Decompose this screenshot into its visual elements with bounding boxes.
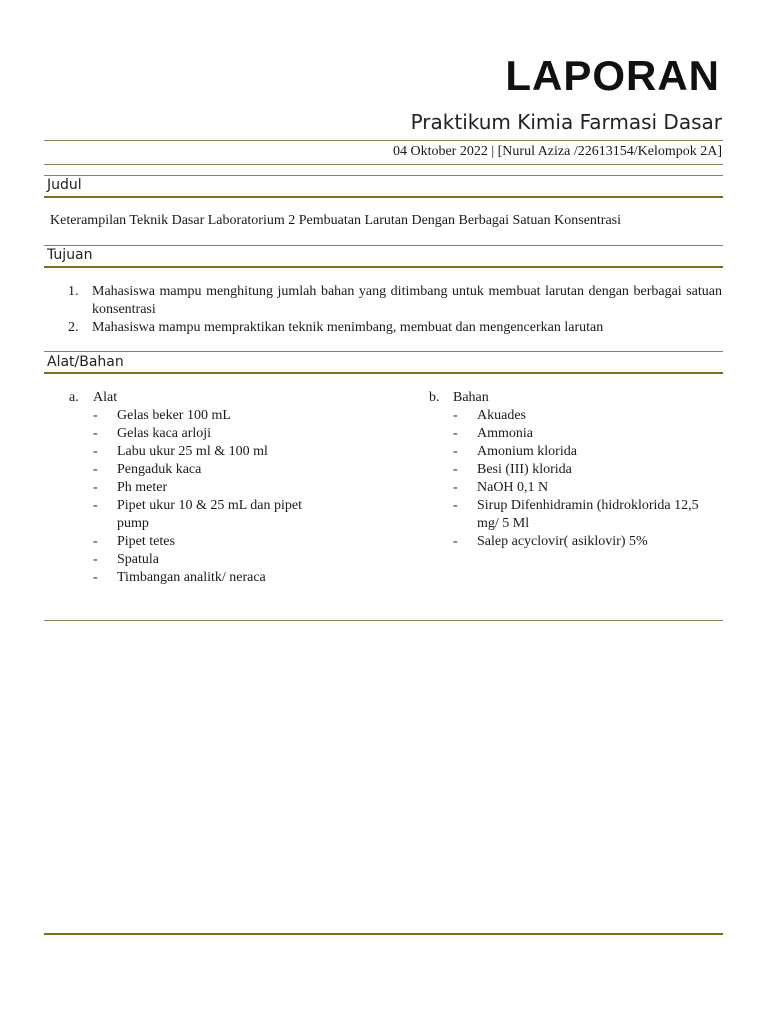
list-item: - Pipet tetes [93, 534, 175, 549]
alat-heading [69, 389, 331, 407]
tujuan-top-rule [44, 245, 723, 246]
list-item: - Gelas kaca arloji [93, 426, 212, 441]
tujuan-bottom-rule [44, 266, 723, 268]
item-number: 2. [68, 320, 79, 335]
list-item: - Timbangan analitk/ neraca [93, 570, 266, 585]
item-text: Mahasiswa mampu mempraktikan teknik menimbang, membuat dan mengencerkan larutan [92, 320, 604, 335]
tujuan-list [68, 283, 722, 337]
bahan-heading [429, 389, 711, 407]
judul-top-rule [44, 175, 723, 176]
page-bottom-rule [44, 933, 723, 935]
alat-bahan-bottom-rule [44, 372, 723, 374]
section-end-rule [44, 620, 723, 621]
bahan-label: Bahan [453, 390, 489, 405]
bahan-column [429, 389, 711, 551]
list-item: - NaOH 0,1 N [453, 480, 549, 495]
list-item: - Sirup Difenhidramin (hidroklorida 12,5 mg/ 5 Ml [453, 498, 699, 531]
list-item: - Akuades [453, 408, 526, 423]
item-number: 1. [68, 284, 79, 299]
list-item: - Labu ukur 25 ml & 100 ml [93, 444, 268, 459]
alat-bahan-heading: Alat/Bahan [47, 354, 124, 370]
list-item: - Ammonia [453, 426, 533, 441]
bahan-list [429, 407, 711, 551]
tujuan-heading: Tujuan [47, 247, 93, 263]
judul-bottom-rule [44, 196, 723, 198]
header-divider [44, 140, 723, 141]
list-item: - Spatula [93, 552, 159, 567]
list-item: - Besi (III) klorida [453, 462, 572, 477]
alat-bahan-top-rule [44, 351, 723, 352]
bahan-letter: b. [429, 390, 440, 405]
list-item: - Ph meter [93, 480, 168, 495]
alat-letter: a. [69, 390, 79, 405]
alat-list [69, 407, 331, 587]
report-subtitle: Praktikum Kimia Farmasi Dasar [410, 110, 722, 134]
list-item: - Pengaduk kaca [93, 462, 202, 477]
list-item: - Gelas beker 100 mL [93, 408, 231, 423]
item-text: Mahasiswa mampu menghitung jumlah bahan yang ditimbang untuk membuat larutan dengan berbagai satuan konsentrasi [92, 284, 722, 317]
judul-text: Keterampilan Teknik Dasar Laboratorium 2 Pembuatan Larutan Dengan Berbagai Satuan Konsentrasi [50, 213, 622, 228]
list-item: - Pipet ukur 10 & 25 mL dan pipet pump [93, 498, 302, 531]
list-item: - Amonium klorida [453, 444, 577, 459]
alat-column [69, 389, 331, 587]
meta-divider [44, 164, 723, 165]
list-item [68, 283, 722, 319]
report-meta: 04 Oktober 2022 | [Nurul Aziza /22613154/Kelompok 2A] [392, 144, 722, 159]
list-item: - Salep acyclovir( asiklovir) 5% [453, 534, 648, 549]
list-item [68, 319, 722, 337]
alat-label: Alat [93, 390, 118, 405]
judul-heading: Judul [47, 177, 82, 193]
report-title: LAPORAN [505, 52, 720, 99]
